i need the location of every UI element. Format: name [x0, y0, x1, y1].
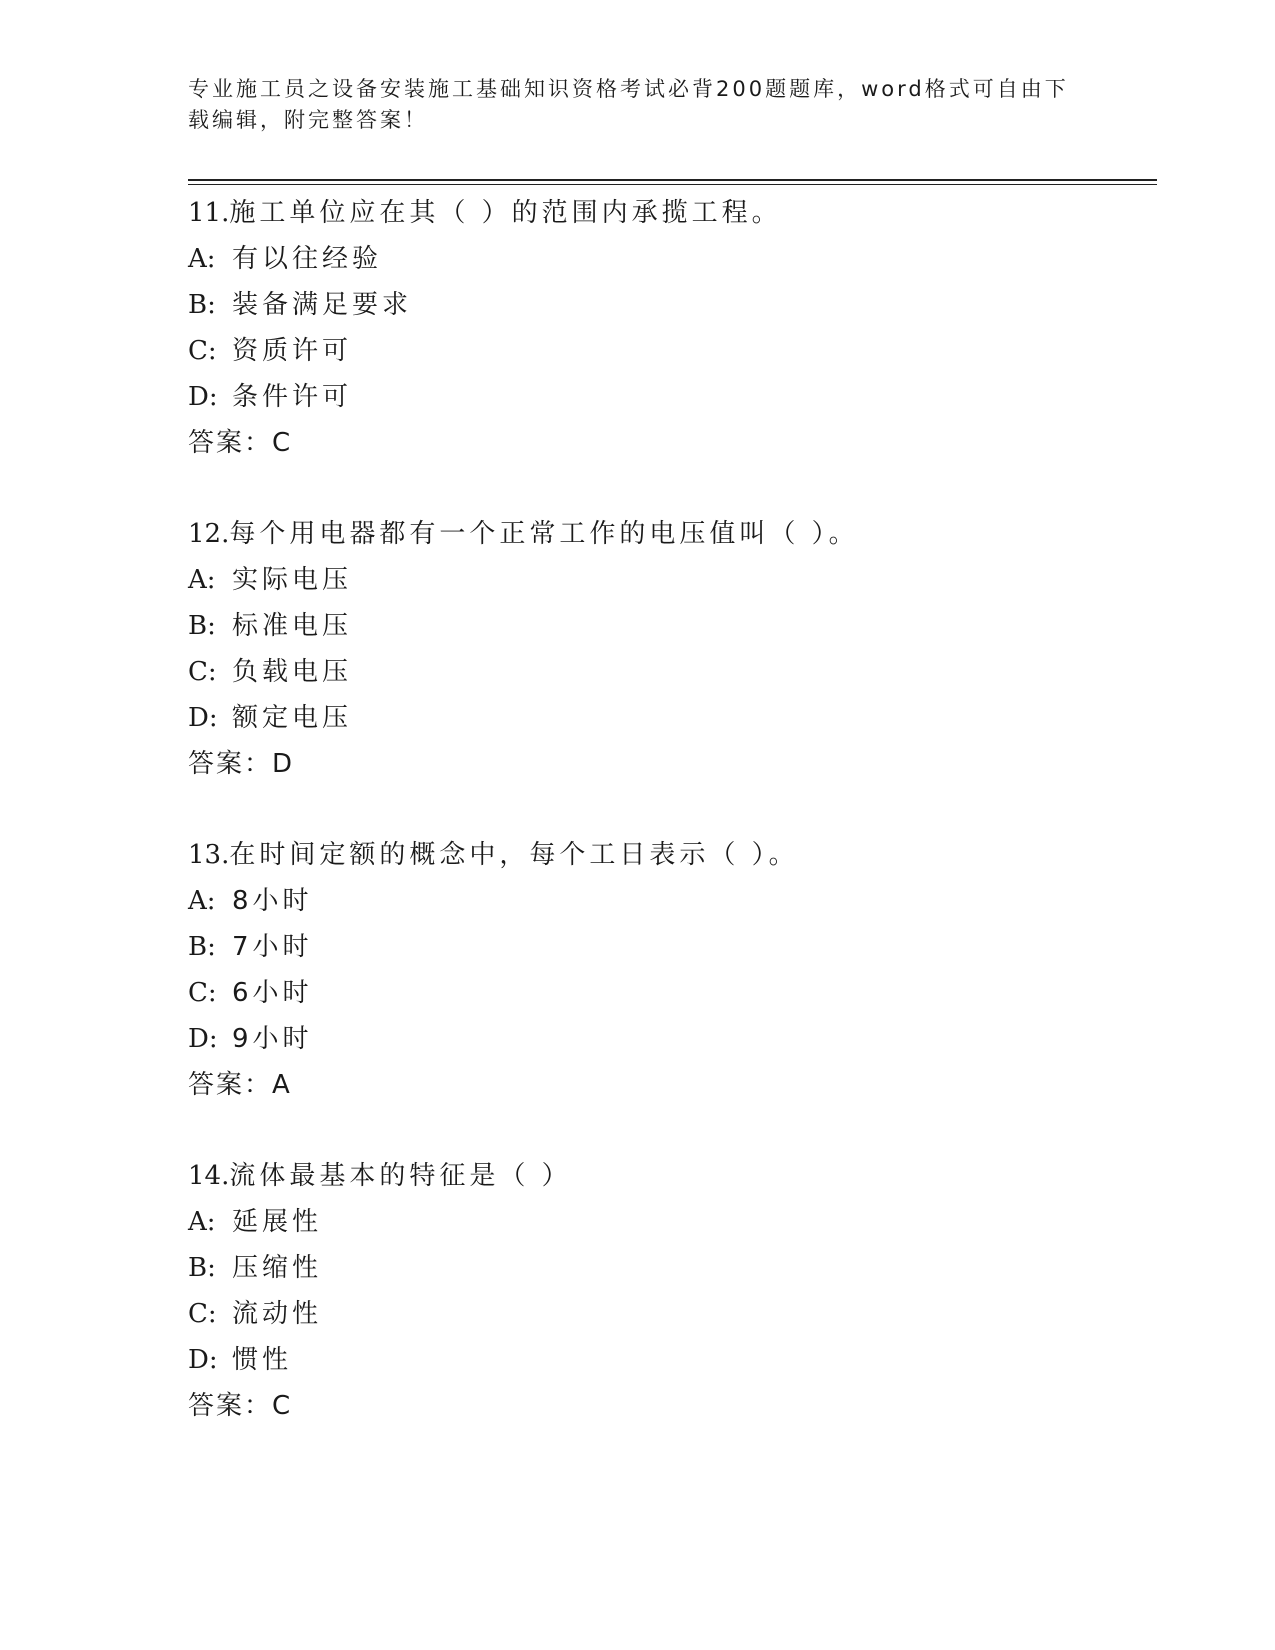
option-key: C: [188, 1299, 217, 1329]
option-text: 延展性 [232, 1207, 323, 1237]
answer-label: 答案： [188, 749, 273, 779]
question-stem [188, 190, 1157, 236]
question-13 [188, 832, 1157, 1108]
question-stem [188, 511, 1157, 557]
option-key: B: [188, 290, 216, 320]
option-key: A: [188, 886, 216, 916]
question-text: 每个用电器都有一个正常工作的电压值叫（ ）。 [229, 519, 859, 549]
option-b [188, 1245, 1157, 1291]
option-key: A: [188, 244, 216, 274]
question-text: 在时间定额的概念中，每个工日表示（ ）。 [229, 840, 799, 870]
option-b [188, 282, 1157, 328]
answer-label: 答案： [188, 428, 273, 458]
question-number: 14. [188, 1161, 230, 1191]
option-text: 9小时 [232, 1024, 313, 1054]
option-key: C: [188, 657, 217, 687]
option-key: B: [188, 1253, 216, 1283]
question-text: 流体最基本的特征是（ ） [229, 1161, 572, 1191]
option-a [188, 557, 1157, 603]
question-text: 施工单位应在其（ ）的范围内承揽工程。 [229, 198, 782, 228]
question-number: 11. [188, 198, 230, 228]
option-text: 流动性 [232, 1299, 323, 1329]
option-key: D: [188, 382, 218, 412]
answer-value: C [272, 428, 291, 458]
option-key: A: [188, 1207, 216, 1237]
header-divider-thick [188, 179, 1157, 181]
option-a [188, 236, 1157, 282]
question-number: 13. [188, 840, 230, 870]
answer-value: C [272, 1391, 291, 1421]
answer [188, 420, 1157, 466]
option-c [188, 328, 1157, 374]
answer-value: A [272, 1070, 290, 1100]
answer-value: D [272, 749, 293, 779]
option-b [188, 603, 1157, 649]
option-b [188, 924, 1157, 970]
document-header: 专业施工员之设备安装施工基础知识资格考试必背200题题库，word格式可自由下载编辑，附完整答案！ [188, 77, 1069, 132]
header-divider-thin [188, 184, 1157, 185]
option-d [188, 374, 1157, 420]
question-14 [188, 1153, 1157, 1429]
option-text: 实际电压 [232, 565, 353, 595]
option-key: D: [188, 1024, 218, 1054]
answer-label: 答案： [188, 1391, 273, 1421]
option-key: C: [188, 336, 217, 366]
question-12 [188, 511, 1157, 787]
option-text: 负载电压 [232, 657, 353, 687]
option-key: D: [188, 703, 218, 733]
option-d [188, 695, 1157, 741]
option-text: 7小时 [232, 932, 313, 962]
option-d [188, 1337, 1157, 1383]
answer-label: 答案： [188, 1070, 273, 1100]
answer [188, 1062, 1157, 1108]
option-text: 资质许可 [232, 336, 353, 366]
option-d [188, 1016, 1157, 1062]
option-text: 额定电压 [232, 703, 353, 733]
option-key: B: [188, 611, 216, 641]
option-text: 装备满足要求 [232, 290, 413, 320]
question-list [188, 190, 1157, 1474]
option-text: 惯性 [232, 1345, 293, 1375]
question-stem [188, 832, 1157, 878]
option-c [188, 1291, 1157, 1337]
option-key: C: [188, 978, 217, 1008]
option-text: 条件许可 [232, 382, 353, 412]
option-key: D: [188, 1345, 218, 1375]
option-text: 标准电压 [232, 611, 353, 641]
option-text: 压缩性 [232, 1253, 323, 1283]
option-a [188, 878, 1157, 924]
question-stem [188, 1153, 1157, 1199]
option-key: A: [188, 565, 216, 595]
answer [188, 741, 1157, 787]
option-c [188, 649, 1157, 695]
answer [188, 1383, 1157, 1429]
option-text: 8小时 [232, 886, 313, 916]
option-text: 有以往经验 [232, 244, 383, 274]
option-text: 6小时 [232, 978, 313, 1008]
question-11 [188, 190, 1157, 466]
option-a [188, 1199, 1157, 1245]
option-key: B: [188, 932, 216, 962]
question-number: 12. [188, 519, 230, 549]
option-c [188, 970, 1157, 1016]
